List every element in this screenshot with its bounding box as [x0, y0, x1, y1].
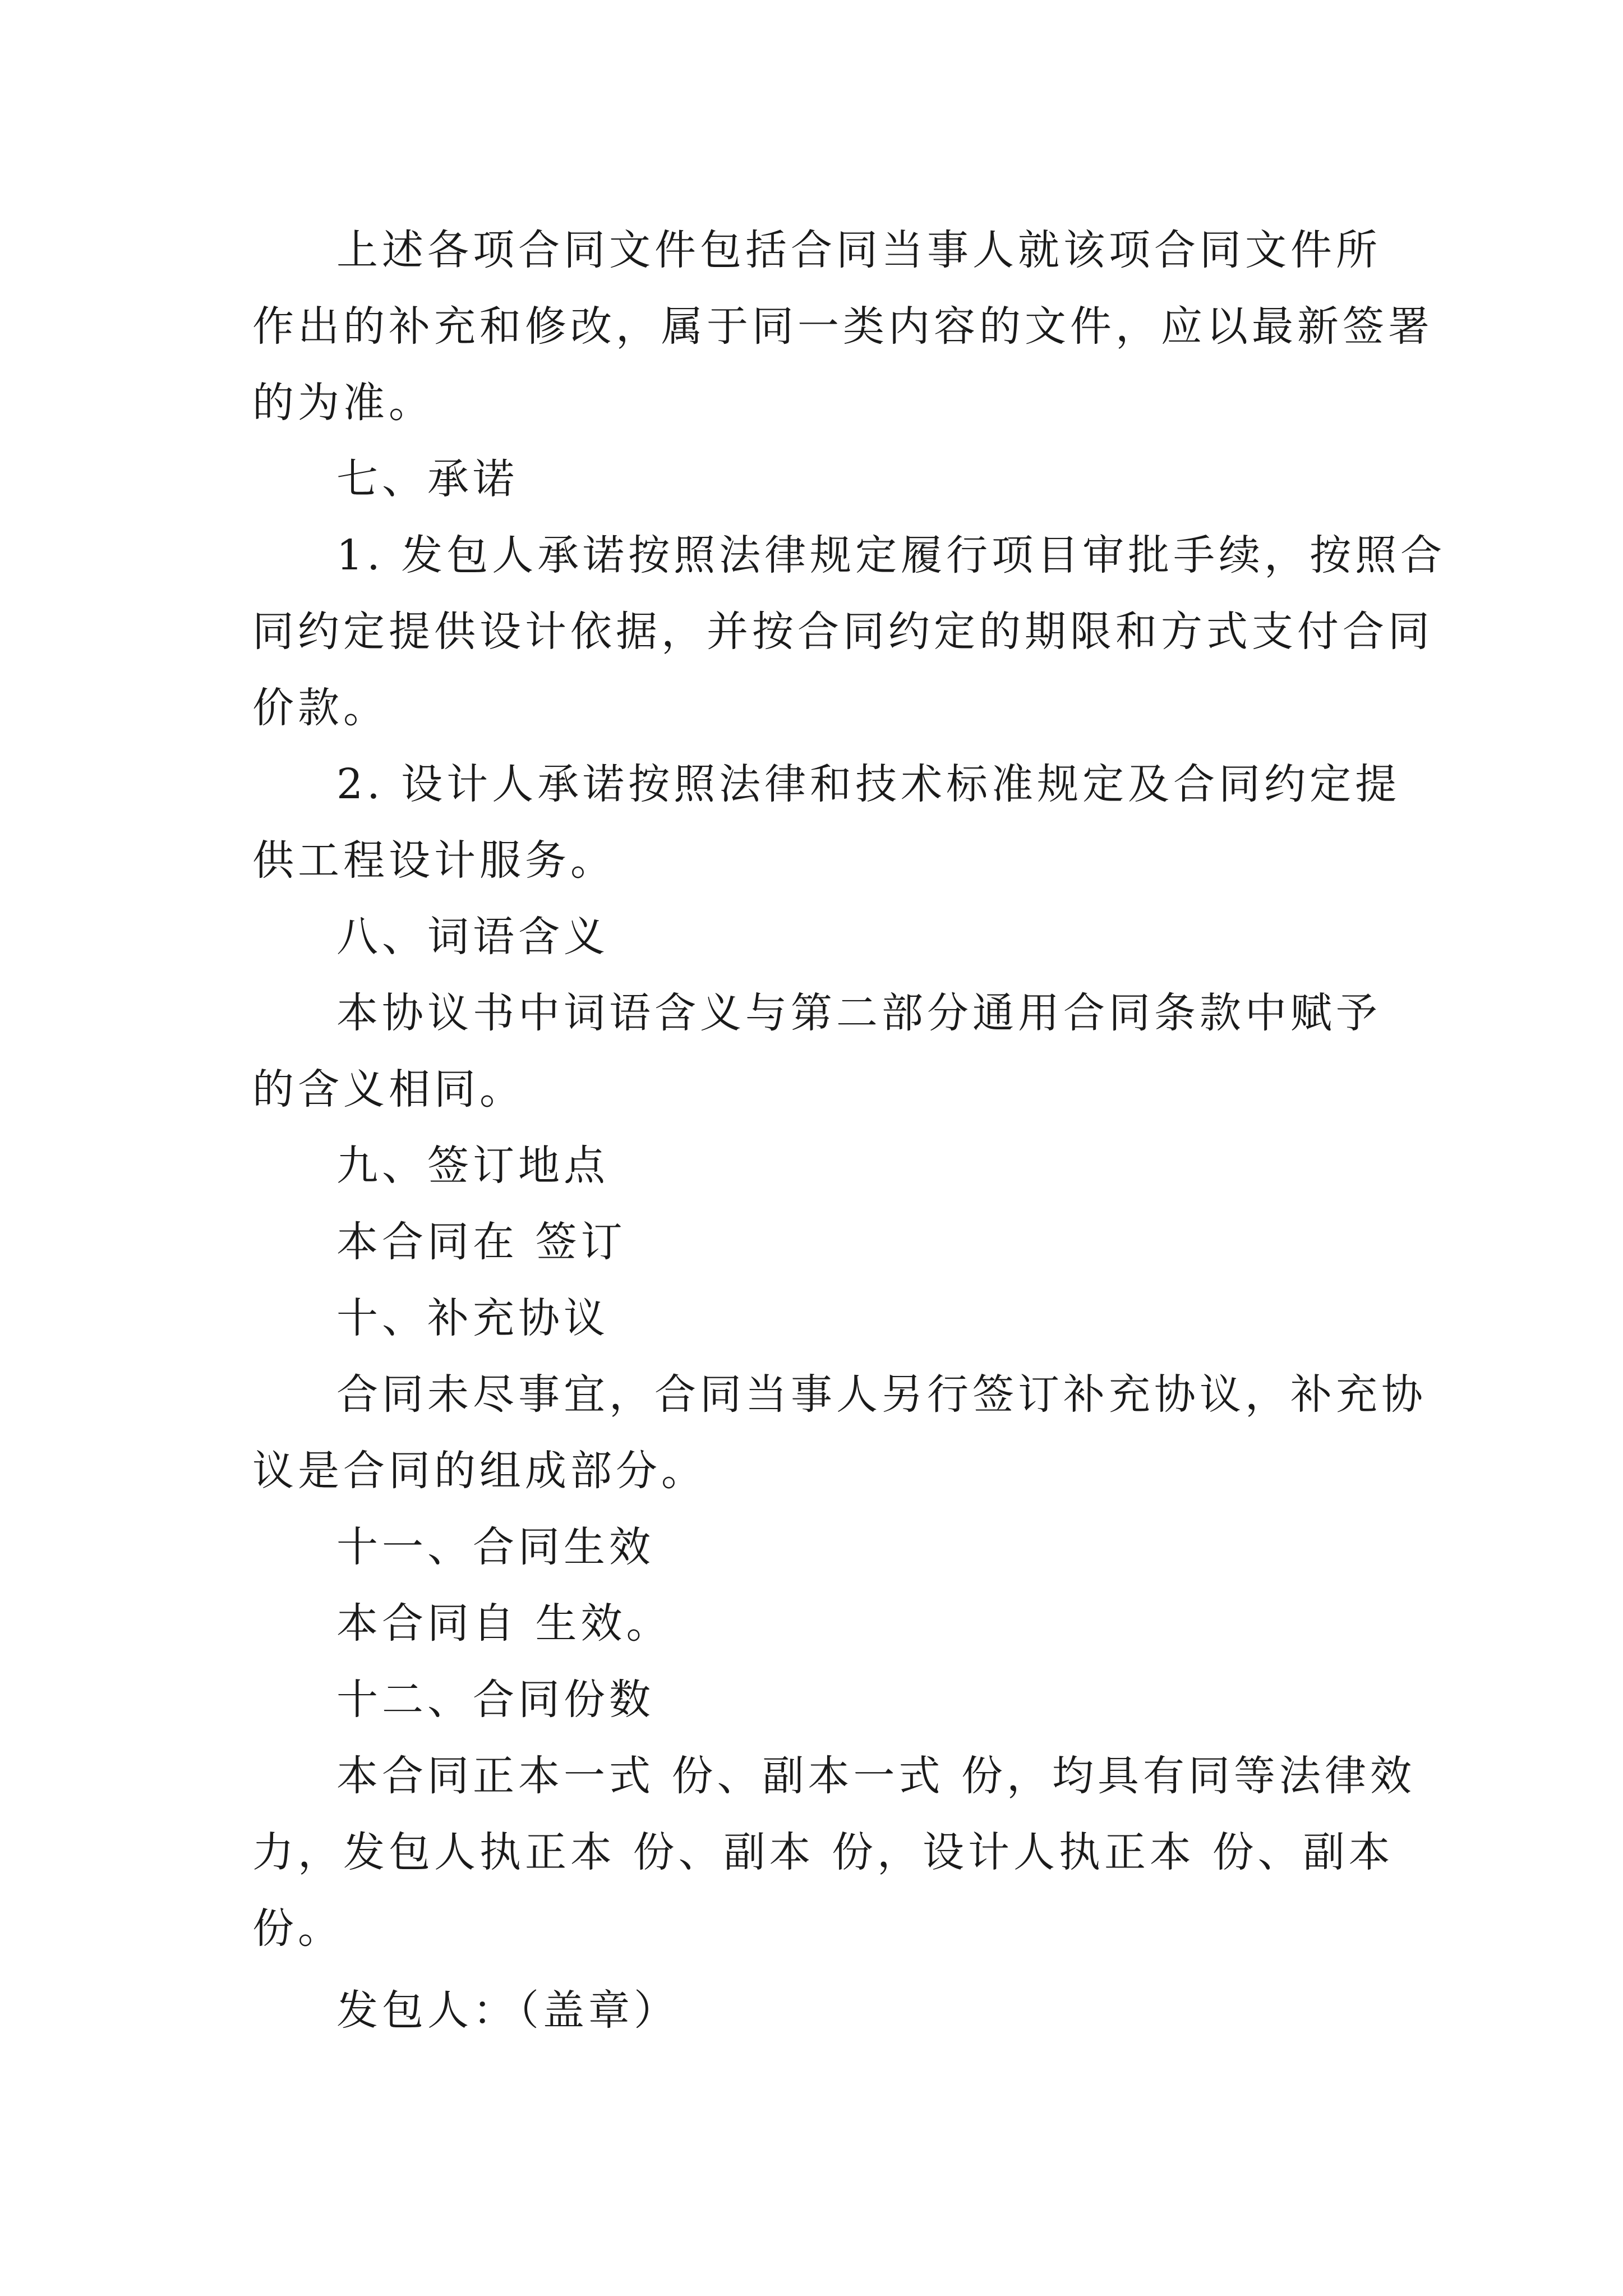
paragraph-copies: [252, 1738, 1416, 1967]
heading-text: 十二、合同份数: [336, 1676, 654, 1724]
paragraph-signing-place: [252, 1204, 1396, 1280]
heading-text: 十、补充协议: [336, 1294, 609, 1342]
text-line: 1. 发包人承诺按照法律规定履行项目审批手续，按照合: [336, 531, 1446, 579]
text-line: 本合同正本一式 份、副本一式 份，均具有同等法律效: [336, 1752, 1416, 1800]
section-heading-terms: [252, 899, 1396, 975]
heading-text: 十一、合同生效: [336, 1523, 654, 1571]
text-line: 作出的补充和修改，属于同一类内容的文件，应以最新签署: [252, 302, 1433, 351]
text-line: 本合同自 生效。: [336, 1599, 672, 1648]
section-heading-promise: [252, 441, 1396, 517]
text-line: 2. 设计人承诺按照法律和技术标准规定及合同约定提: [336, 760, 1401, 808]
text-line: 本合同在 签订: [336, 1218, 626, 1266]
paragraph-supplement: [252, 1356, 1427, 1509]
signature-label: 发包人：（盖章）: [336, 1986, 679, 2035]
paragraph-contract-documents: [252, 212, 1433, 441]
section-heading-effect: [252, 1509, 1396, 1585]
text-line: 份。: [252, 1904, 343, 1953]
section-heading-copies: [252, 1662, 1396, 1738]
text-line: 合同未尽事宜，合同当事人另行签订补充协议，补充协: [336, 1370, 1427, 1419]
document-page: [252, 212, 1446, 2049]
text-line: 力，发包人执正本 份、副本 份，设计人执正本 份、副本: [252, 1828, 1394, 1876]
paragraph-terms: [252, 975, 1396, 1128]
text-line: 上述各项合同文件包括合同当事人就该项合同文件所: [336, 226, 1381, 274]
paragraph-promise-designer: [252, 746, 1401, 899]
text-line: 价款。: [252, 684, 389, 732]
heading-text: 七、承诺: [336, 455, 518, 503]
section-heading-supplement: [252, 1280, 1396, 1356]
section-heading-signing-place: [252, 1128, 1396, 1204]
paragraph-promise-employer: [252, 517, 1446, 746]
text-line: 的含义相同。: [252, 1065, 525, 1114]
text-line: 本协议书中词语含义与第二部分通用合同条款中赋予: [336, 989, 1381, 1037]
text-line: 同约定提供设计依据，并按合同约定的期限和方式支付合同: [252, 608, 1433, 656]
heading-text: 九、签订地点: [336, 1142, 609, 1190]
text-line: 供工程设计服务。: [252, 836, 616, 885]
heading-text: 八、词语含义: [336, 913, 609, 961]
paragraph-effect: [252, 1585, 1396, 1662]
text-line: 议是合同的组成部分。: [252, 1447, 707, 1495]
signature-employer: [252, 1972, 1396, 2049]
text-line: 的为准。: [252, 379, 434, 427]
